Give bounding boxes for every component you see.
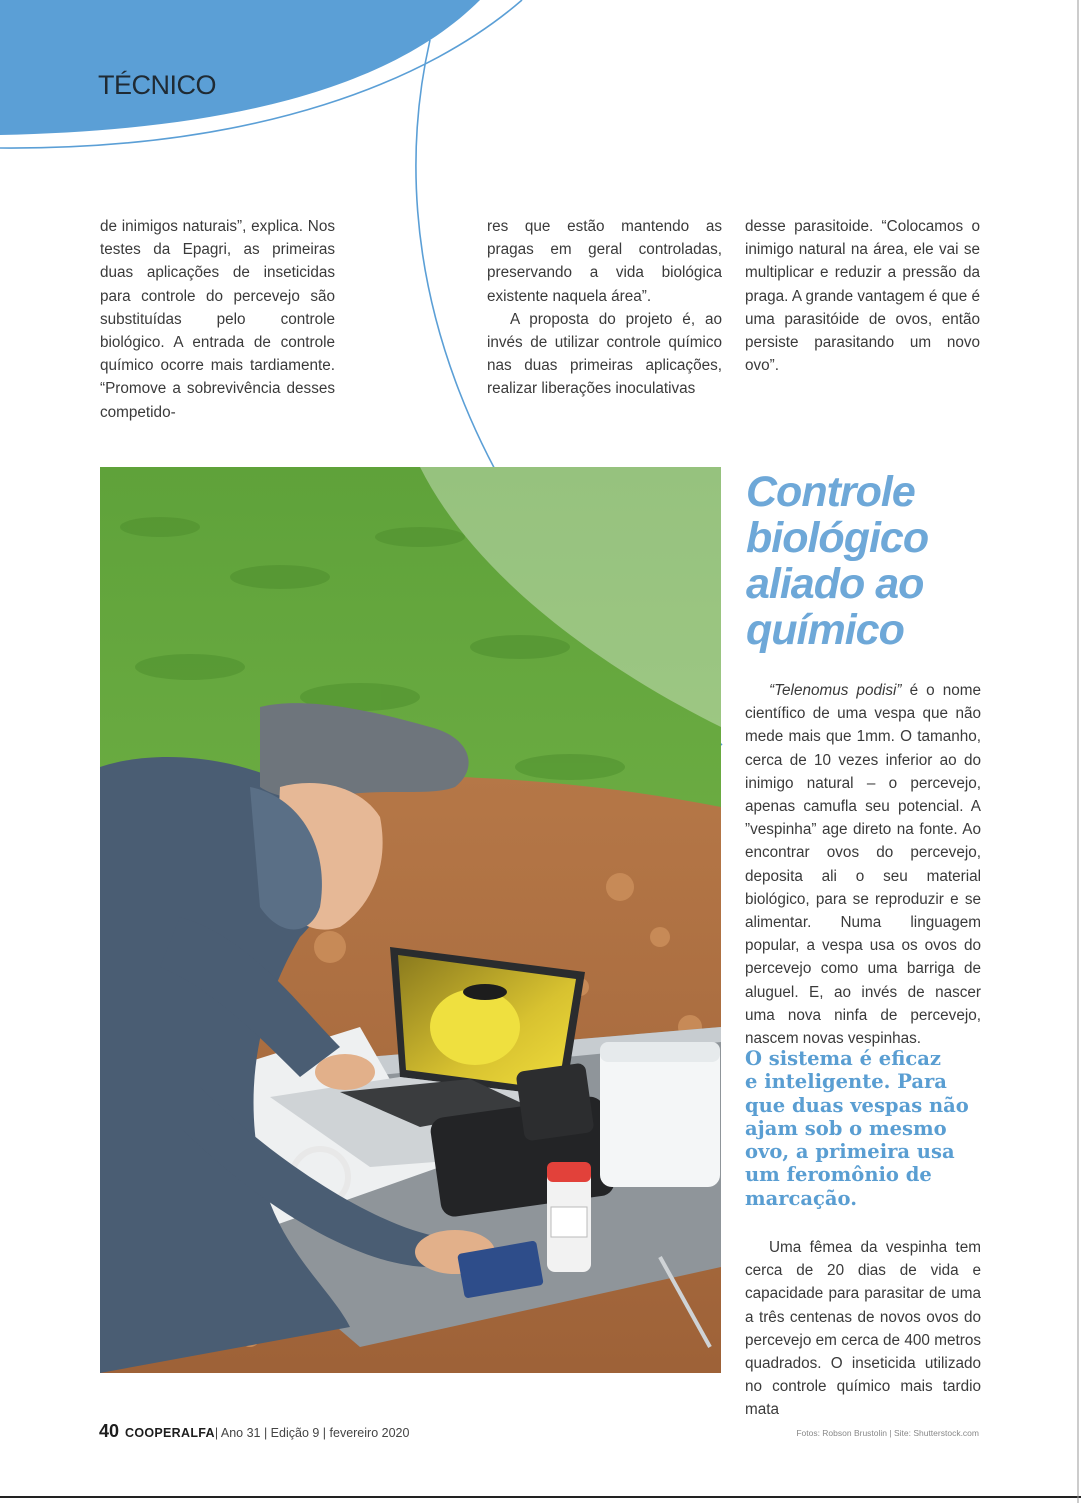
pull-quote-line: O sistema é eficaz (745, 1047, 941, 1070)
article-headline (746, 469, 1046, 653)
pull-quote-line: marcação. (745, 1186, 858, 1210)
pull-quote (745, 1047, 985, 1210)
paragraph: Uma fêmea da vespinha tem cerca de 20 dias de vida e capacidade para parasitar de uma a três centenas de novos ovos do percevejo em cerca de 400 metros quadrados. O inseticida utilizado no controle químico mais tardio mata (745, 1239, 981, 1419)
headline-line: aliado ao (746, 560, 924, 608)
section-label: TÉCNICO (98, 70, 216, 100)
pull-quote-line: ajam sob o mesmo (745, 1116, 947, 1140)
paragraph (745, 679, 981, 1050)
paragraph: A proposta do projeto é, ao invés de utilizar controle químico nas duas primeiras aplicações, realizar liberações inoculativas (487, 310, 722, 398)
paragraph: de inimigos naturais”, explica. Nos testes da Epagri, as primeiras duas aplicações de inseticidas para controle do percevejo são substituídas pelo controle biológico. A entrada de controle químico ocorre mais tardiamente. “Promove a sobrevivência desses competido- (100, 218, 335, 421)
headline-line: Controle (746, 468, 915, 516)
body-text-2 (745, 1236, 981, 1422)
page-footer (99, 1421, 409, 1442)
headline-line: biológico (746, 514, 929, 562)
paragraph: desse parasitoide. “Colocamos o inimigo natural na área, ele vai se multiplicar e reduzir a pressão da praga. A grande vantagem é que é uma parasitóide de ovos, então persiste parasitando um novo ovo”. (745, 218, 980, 375)
text-column-3 (745, 215, 980, 377)
paragraph: res que estão mantendo as pragas em geral controladas, preservando a vida biológica existente naquela área”. (487, 218, 722, 305)
photo-credit: Fotos: Robson Brustolin | Site: Shutterstock.com (796, 1428, 979, 1438)
species-name: “Telenomus podisi” (769, 682, 902, 699)
page-number: 40 (99, 1421, 120, 1441)
pull-quote-line: que duas vespas não (745, 1093, 969, 1117)
body-text-1 (745, 679, 981, 1050)
pull-quote-line: ovo, a primeira usa (745, 1140, 955, 1164)
field-photo (100, 467, 721, 1373)
text-column-2 (487, 215, 722, 401)
pull-quote-line: um feromônio de (745, 1163, 932, 1187)
magazine-name: COOPERALFA (125, 1426, 215, 1440)
issue-details: | Ano 31 | Edição 9 | fevereiro 2020 (214, 1426, 410, 1440)
headline-line: químico (746, 606, 904, 654)
pull-quote-line: e inteligente. Para (745, 1070, 947, 1094)
paragraph-text: é o nome científico de uma vespa que não mede mais que 1mm. O tamanho, cerca de 10 vezes inferior ao do inimigo natural – o percevejo, apenas camufla seu potencial. A ”vespinha” age direto na fonte. Ao encontrar ovos do percevejo, deposita ali o seu material biológico, para se reproduzir e se alimentar. Numa linguagem popular, a vespa usa os ovos do percevejo como uma barriga de aluguel. E, ao invés de nascer uma nova ninfa de percevejo, nascem novas vespinhas. (745, 682, 982, 1048)
text-column-1 (100, 215, 335, 424)
